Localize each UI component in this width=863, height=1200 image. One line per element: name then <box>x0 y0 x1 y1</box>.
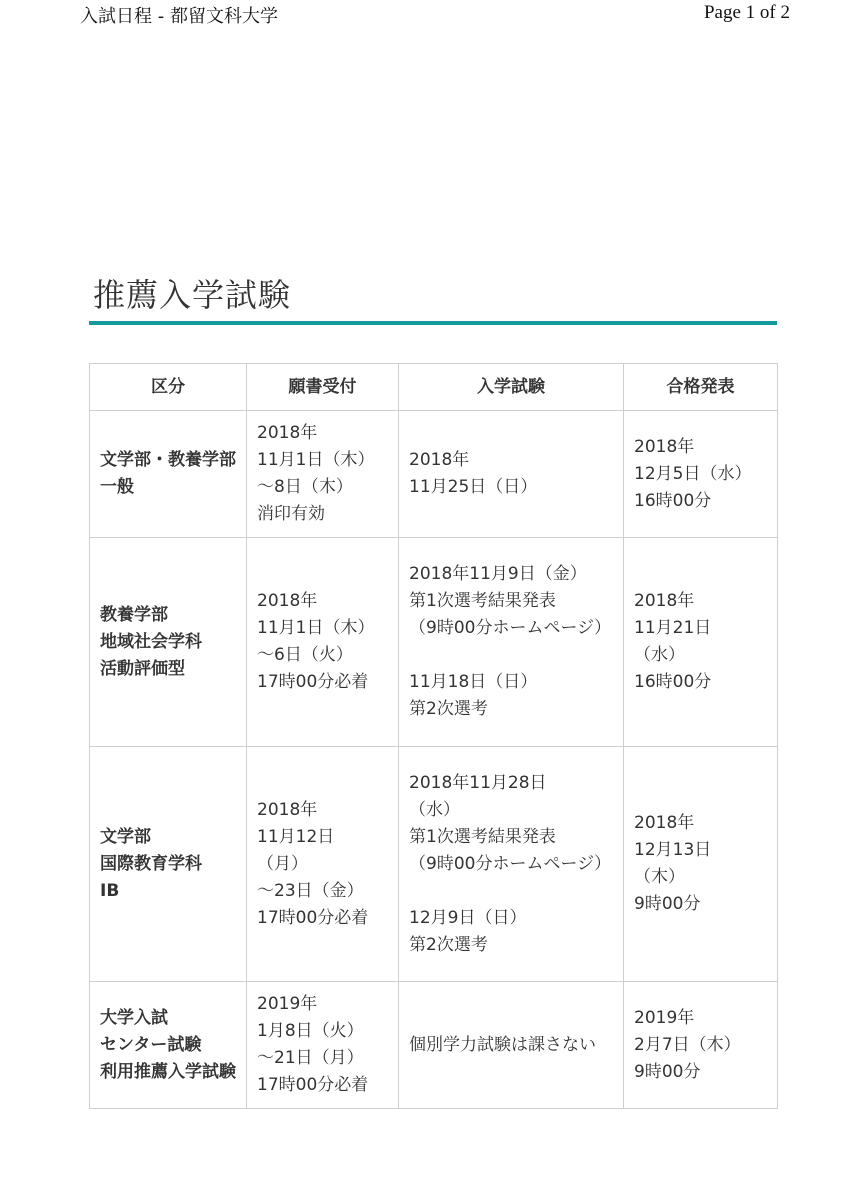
exam-cell: 2018年11月9日（金） 第1次選考結果発表 （9時00分ホームページ） 11月18日（日） 第2次選考 <box>399 538 624 747</box>
section-heading: 推薦入学試験 <box>93 276 292 314</box>
result-cell: 2018年 11月21日 （水） 16時00分 <box>624 538 778 747</box>
application-cell: 2018年 11月1日（木） ～6日（火） 17時00分必着 <box>247 538 399 747</box>
column-header-division: 区分 <box>90 364 247 411</box>
result-cell: 2019年 2月7日（木） 9時00分 <box>624 982 778 1109</box>
table-header-row <box>90 364 778 411</box>
table-row <box>90 747 778 982</box>
page-number: Page 1 of 2 <box>703 2 790 23</box>
result-cell: 2018年 12月5日（水） 16時00分 <box>624 411 778 538</box>
division-cell: 文学部 国際教育学科 IB <box>90 747 247 982</box>
column-header-result: 合格発表 <box>624 364 778 411</box>
exam-cell: 個別学力試験は課さない <box>399 982 624 1109</box>
application-cell: 2019年 1月8日（火） ～21日（月） 17時00分必着 <box>247 982 399 1109</box>
division-cell: 大学入試 センター試験 利用推薦入学試験 <box>90 982 247 1109</box>
column-header-application: 願書受付 <box>247 364 399 411</box>
schedule-table <box>89 363 778 1109</box>
table-row <box>90 538 778 747</box>
heading-underline <box>89 321 777 325</box>
table-row <box>90 411 778 538</box>
division-cell: 文学部・教養学部 一般 <box>90 411 247 538</box>
exam-cell: 2018年 11月25日（日） <box>399 411 624 538</box>
division-cell: 教養学部 地域社会学科 活動評価型 <box>90 538 247 747</box>
column-header-exam: 入学試験 <box>399 364 624 411</box>
print-header <box>0 0 863 40</box>
document-title: 入試日程 - 都留文科大学 <box>80 6 278 27</box>
application-cell: 2018年 11月12日 （月） ～23日（金） 17時00分必着 <box>247 747 399 982</box>
exam-cell: 2018年11月28日 （水） 第1次選考結果発表 （9時00分ホームページ） 12月9日（日） 第2次選考 <box>399 747 624 982</box>
result-cell: 2018年 12月13日 （木） 9時00分 <box>624 747 778 982</box>
application-cell: 2018年 11月1日（木） ～8日（木） 消印有効 <box>247 411 399 538</box>
table-row <box>90 982 778 1109</box>
